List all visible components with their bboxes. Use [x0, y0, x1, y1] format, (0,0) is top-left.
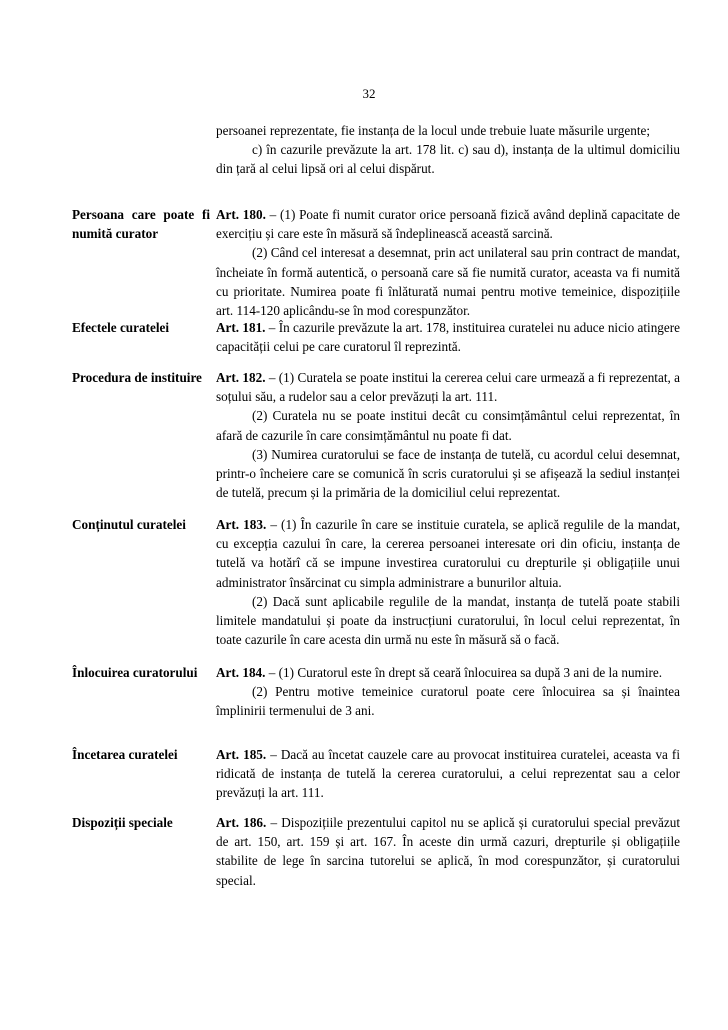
margin-title: Dispoziții speciale	[72, 815, 173, 830]
article-number: Art. 181.	[216, 320, 266, 335]
article-paragraph: (3) Numirea curatorului se face de instanța de tutelă, cu acordul celui desemnat, printr-o încheiere care se comunică în scris curatorului și se afișează la sediul instanței de tutelă, precum și la primăria de la domiciliul celui reprezentat.	[216, 446, 680, 501]
article-paragraph	[216, 368, 680, 406]
article-paragraph	[216, 745, 680, 803]
article-paragraph: (2) Când cel interesat a desemnat, prin act unilateral sau prin contract de mandat, încheiate în formă autentică, o persoană care să fie numită curator, aceasta va fi numită cu prioritate. Numirea poate fi înlăturată numai pentru motive temeinice, dispozițiile art. 114-120 aplicându-se în mod corespunzător.	[216, 245, 680, 319]
article-number: Art. 182.	[216, 370, 266, 385]
article-paragraph	[216, 663, 680, 682]
article-number: Art. 183.	[216, 517, 267, 532]
continuation-paragraph: c) în cazurile prevăzute la art. 178 lit. c) sau d), instanța de la ultimul domiciliu din țară al celui lipsă ori al celui dispărut.	[216, 142, 680, 177]
article-text: – Dispozițiile prezentului capitol nu se aplică și curatorului special prevăzut de art. 150, art. 159 și art. 167. În aceste din urmă cazuri, drepturile și obligațiile stabilite de lege în sarcina tutorelui se aplică, în mod corespunzător, și curatorului special.	[216, 815, 680, 888]
margin-title: Conținutul curatelei	[72, 517, 186, 532]
article-body	[216, 745, 680, 803]
article-number: Art. 186.	[216, 815, 267, 830]
article-text: – (1) Curatela se poate institui la cererea celui care urmează a fi reprezentat, a soțului său, a rudelor sau a celor prevăzuți la art. 111.	[216, 370, 680, 405]
margin-title: Persoana care poate fi numită curator	[72, 207, 210, 242]
article-paragraph	[216, 205, 680, 243]
article-paragraph: (2) Dacă sunt aplicabile regulile de la mandat, instanța de tutelă poate stabili limitele mandatului și poate da instrucțiuni curatorului, în locul celui reprezentat, în toate cazurile în care acesta din urmă nu este în măsură să o facă.	[216, 593, 680, 648]
page-number: 32	[362, 86, 376, 101]
article-text: – În cazurile prevăzute la art. 178, instituirea curatelei nu aduce nicio atingere capacității celui pe care curatorul îl reprezintă.	[216, 320, 680, 355]
margin-title: Procedura de instituire	[72, 370, 202, 385]
article-paragraph	[216, 515, 680, 592]
article-paragraph	[216, 318, 680, 356]
article-text: – (1) În cazurile în care se instituie curatela, se aplică regulile de la mandat, cu excepția cazului în care, la cererea persoanei interesate ori din oficiu, instanța de tutelă va hotărî că se impune investirea curatorului cu drepturile și obligațiile unui administrator însărcinat cu simpla administrare a bunurilor altuia.	[216, 517, 680, 590]
article-body	[216, 813, 680, 890]
margin-title: Înlocuirea curatorului	[72, 665, 198, 680]
article-body	[216, 515, 680, 649]
article-body	[216, 368, 680, 502]
article-number: Art. 184.	[216, 665, 266, 680]
margin-title: Efectele curatelei	[72, 320, 170, 335]
article-paragraph: (2) Pentru motive temeinice curatorul poate cere înlocuirea sa și înaintea împlinirii termenului de 3 ani.	[216, 684, 680, 719]
article-number: Art. 180.	[216, 207, 266, 222]
article-paragraph: (2) Curatela nu se poate institui decât cu consimțământul celui reprezentat, în afară de cazurile în care consimțământul nu poate fi dat.	[216, 408, 680, 443]
article-text: – (1) Poate fi numit curator orice persoană fizică având deplină capacitate de exercițiu și care este în măsură să îndeplinească această sarcină.	[216, 207, 680, 242]
article-body	[216, 205, 680, 320]
continuation-text	[216, 121, 680, 179]
article-paragraph	[216, 813, 680, 890]
article-number: Art. 185.	[216, 747, 267, 762]
continuation-paragraph: persoanei reprezentate, fie instanța de la locul unde trebuie luate măsurile urgente;	[216, 123, 651, 138]
margin-title: Încetarea curatelei	[72, 747, 178, 762]
article-text: – (1) Curatorul este în drept să ceară înlocuirea sa după 3 ani de la numire.	[265, 665, 663, 680]
article-body	[216, 663, 680, 721]
article-body	[216, 318, 680, 356]
article-text: – Dacă au încetat cauzele care au provocat instituirea curatelei, aceasta va fi ridicată de instanța de tutelă la cererea curatorului, a celui reprezentat sau a celor prevăzuți la art. 111.	[216, 747, 680, 801]
